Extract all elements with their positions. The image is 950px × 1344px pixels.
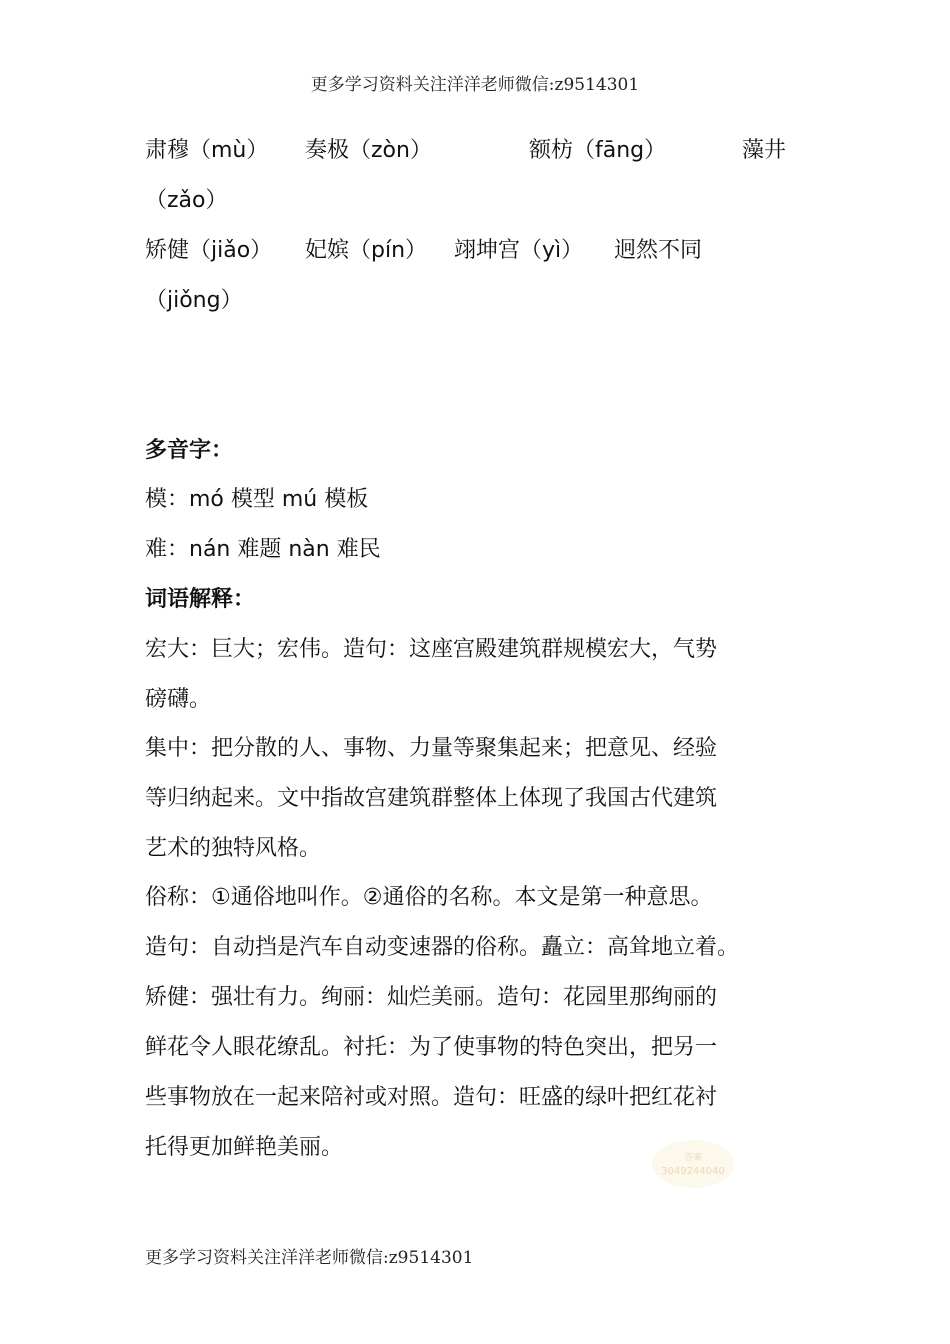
- vocab-line: 等归纳起来。文中指故宫建筑群整体上体现了我国古代建筑: [145, 786, 718, 811]
- watermark-label: 答案: [683, 1153, 702, 1163]
- pinyin-item: 迥然不同: [614, 238, 703, 263]
- pinyin-item: 藻井: [742, 138, 787, 163]
- vocab-line: 鲜花令人眼花缭乱。衬托：为了使事物的特色突出，把另一: [145, 1035, 718, 1060]
- vocab-line: 些事物放在一起来陪衬或对照。造句：旺盛的绿叶把红花衬: [145, 1085, 718, 1110]
- pinyin-item: 矫健（jiǎo）: [145, 238, 273, 263]
- pinyin-item: 额枋（fāng）: [529, 138, 667, 163]
- vocab-heading: 词语解释：: [145, 587, 256, 612]
- vocab-line: 造句：自动挡是汽车自动变速器的俗称。矗立：高耸地立着。: [145, 935, 740, 960]
- watermark-number: 3049244040: [661, 1166, 725, 1177]
- vocab-line: 宏大：巨大；宏伟。造句：这座宫殿建筑群规模宏大，气势: [145, 637, 718, 662]
- pinyin-row-1-wrap: （zǎo）: [145, 188, 228, 213]
- polyphonic-heading: 多音字：: [145, 438, 234, 463]
- pinyin-row-2-wrap: （jiǒng）: [145, 288, 243, 313]
- vocab-line: 托得更加鲜艳美丽。: [145, 1135, 344, 1160]
- pinyin-item: 肃穆（mù）: [145, 138, 269, 163]
- polyphonic-line: 难：nán 难题 nàn 难民: [145, 537, 381, 562]
- pinyin-item: 妃嫔（pín）: [305, 238, 428, 263]
- polyphonic-line: 模：mó 模型 mú 模板: [145, 487, 369, 512]
- vocab-line: 艺术的独特风格。: [145, 836, 322, 861]
- watermark-stamp: [652, 1140, 734, 1188]
- page-header: 更多学习资料关注洋洋老师微信:z9514301: [310, 75, 640, 95]
- vocab-line: 矫健：强壮有力。绚丽：灿烂美丽。造句：花园里那绚丽的: [145, 985, 718, 1010]
- pinyin-item: 奏极（zòn）: [305, 138, 432, 163]
- vocab-line: 磅礴。: [145, 687, 212, 712]
- vocab-line: 俗称：①通俗地叫作。②通俗的名称。本文是第一种意思。: [145, 885, 713, 910]
- page-footer: 更多学习资料关注洋洋老师微信:z9514301: [145, 1248, 474, 1268]
- pinyin-item: 翊坤宫（yì）: [454, 238, 584, 263]
- vocab-line: 集中：把分散的人、事物、力量等聚集起来；把意见、经验: [145, 736, 718, 761]
